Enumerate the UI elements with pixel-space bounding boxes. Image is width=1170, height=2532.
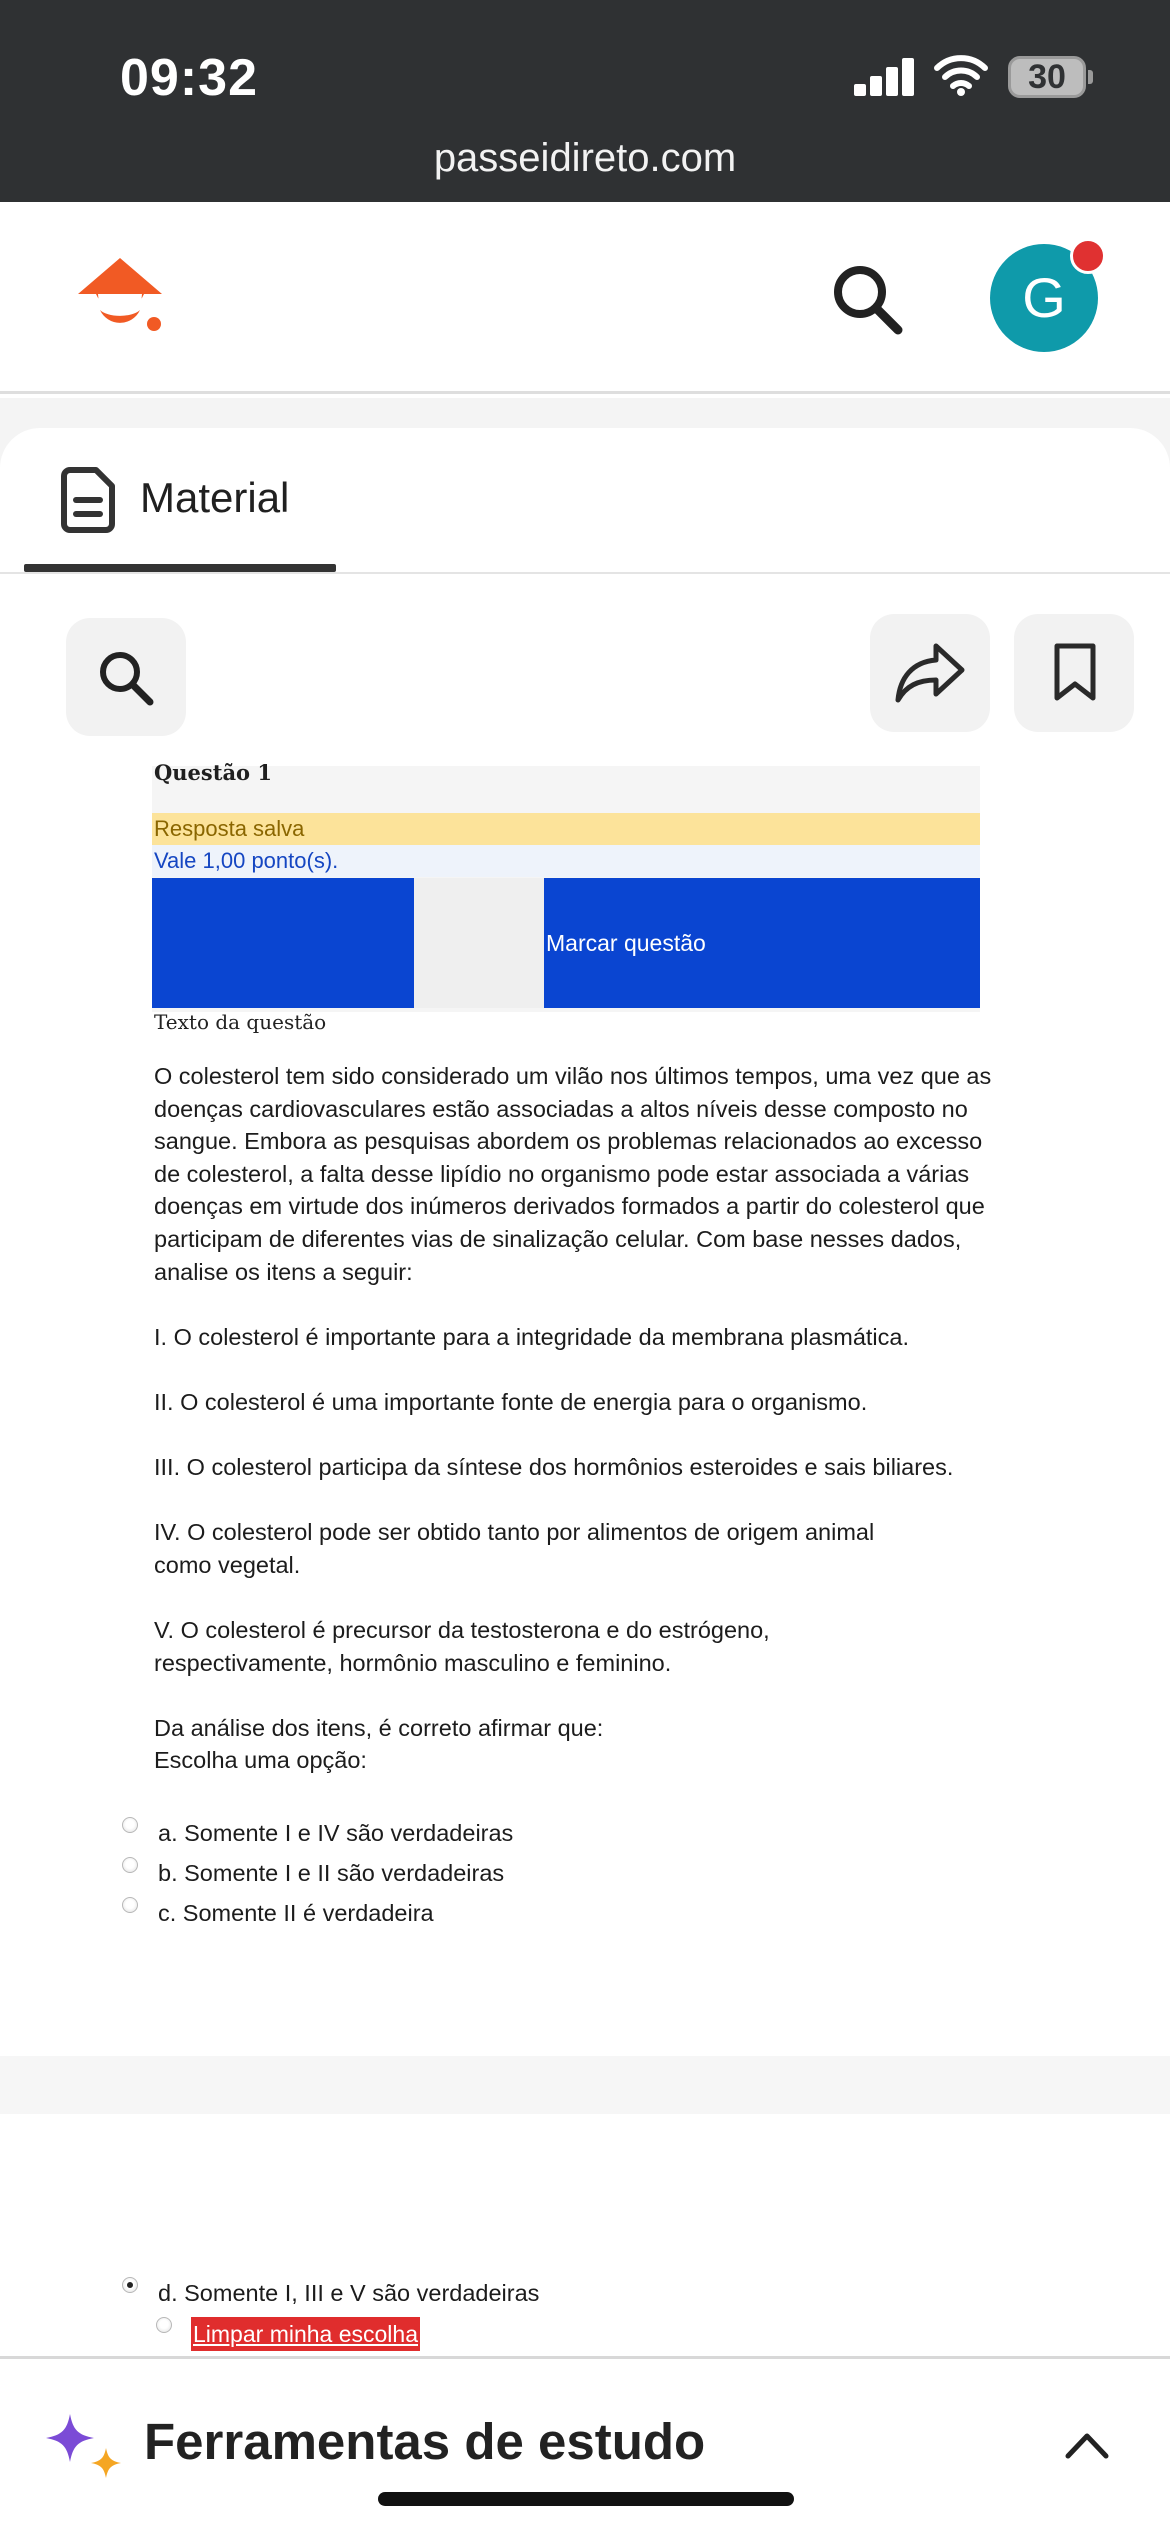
clear-choice-link[interactable]: Limpar minha escolha bbox=[191, 2317, 420, 2351]
clear-choice-radio[interactable] bbox=[156, 2317, 172, 2333]
logo-icon[interactable] bbox=[72, 254, 168, 342]
search-in-document-button[interactable] bbox=[66, 618, 186, 736]
home-indicator bbox=[378, 2492, 794, 2506]
question-text-label: Texto da questão bbox=[154, 1010, 327, 1034]
chevron-up-icon[interactable] bbox=[1064, 2430, 1110, 2460]
share-button[interactable] bbox=[870, 614, 990, 732]
question-title: Questão 1 bbox=[154, 760, 272, 785]
question-text bbox=[154, 1060, 994, 1777]
bookmark-button[interactable] bbox=[1014, 614, 1134, 732]
option-b-radio[interactable] bbox=[122, 1857, 138, 1873]
question-points: Vale 1,00 ponto(s). bbox=[152, 845, 980, 877]
search-icon[interactable] bbox=[828, 260, 908, 340]
question-item: II. O colesterol é uma importante fonte de energia para o organismo. bbox=[154, 1388, 868, 1415]
ad-separator bbox=[0, 2056, 1170, 2114]
option-a-radio[interactable] bbox=[122, 1817, 138, 1833]
search-icon bbox=[94, 646, 158, 710]
avatar[interactable]: G bbox=[990, 244, 1098, 352]
address-bar[interactable]: passeidireto.com bbox=[433, 136, 737, 180]
share-icon bbox=[892, 640, 968, 706]
cellular-signal-icon bbox=[854, 56, 916, 96]
battery-icon: 30 bbox=[1008, 56, 1086, 98]
notification-badge bbox=[1070, 238, 1106, 274]
flag-question-area[interactable] bbox=[152, 878, 414, 1008]
document-icon bbox=[58, 466, 118, 534]
question-item: I. O colesterol é importante para a integridade da membrana plasmática. bbox=[154, 1323, 910, 1350]
option-d-radio[interactable] bbox=[122, 2277, 138, 2293]
option-a-label[interactable]: a. Somente I e IV são verdadeiras bbox=[158, 1820, 514, 1846]
option-d-label[interactable]: d. Somente I, III e V são verdadeiras bbox=[158, 2280, 540, 2306]
tab-material-label: Material bbox=[140, 474, 290, 521]
options-prompt: Escolha uma opção: bbox=[154, 1747, 367, 1774]
tab-active-indicator bbox=[24, 564, 336, 572]
question-paragraph: O colesterol tem sido considerado um vilão nos últimos tempos, uma vez que as doenças cardiovasculares estão associadas a altos níveis desse composto no sangue. Embora as pesquisas abordem os problemas relacionados ao excesso de colesterol, a falta desse lipídio no organismo pode estar associada a várias doenças em virtude dos inúmeros derivados formados a partir do colesterol que participam de diferentes vias de sinalização celular. Com base nesses dados, analise os itens a seguir: bbox=[154, 1063, 992, 1285]
wifi-icon bbox=[934, 54, 988, 96]
tab-divider bbox=[0, 572, 1170, 574]
flag-question-gap bbox=[414, 878, 544, 1008]
bookmark-icon bbox=[1052, 642, 1098, 704]
site-header bbox=[0, 202, 1170, 394]
sparkle-icon bbox=[44, 2412, 124, 2482]
question-conclusion: Da análise dos itens, é correto afirmar que: bbox=[154, 1714, 604, 1741]
option-b-label[interactable]: b. Somente I e II são verdadeiras bbox=[158, 1860, 505, 1886]
flag-question-button[interactable]: Marcar questão bbox=[544, 878, 980, 1008]
status-time: 09:32 bbox=[120, 49, 258, 107]
option-c-label[interactable]: c. Somente II é verdadeira bbox=[158, 1900, 434, 1926]
battery-tip bbox=[1088, 70, 1093, 84]
question-item: V. O colesterol é precursor da testosterona e do estrógeno, respectivamente, hormônio masculino e feminino. bbox=[154, 1617, 770, 1676]
status-bar bbox=[0, 0, 1170, 202]
answer-status: Resposta salva bbox=[152, 813, 980, 845]
question-item: III. O colesterol participa da síntese dos hormônios esteroides e sais biliares. bbox=[154, 1454, 954, 1481]
question-item: IV. O colesterol pode ser obtido tanto por alimentos de origem animal como vegetal. bbox=[154, 1519, 875, 1578]
option-c-radio[interactable] bbox=[122, 1897, 138, 1913]
study-tools-title: Ferramentas de estudo bbox=[144, 2413, 706, 2470]
